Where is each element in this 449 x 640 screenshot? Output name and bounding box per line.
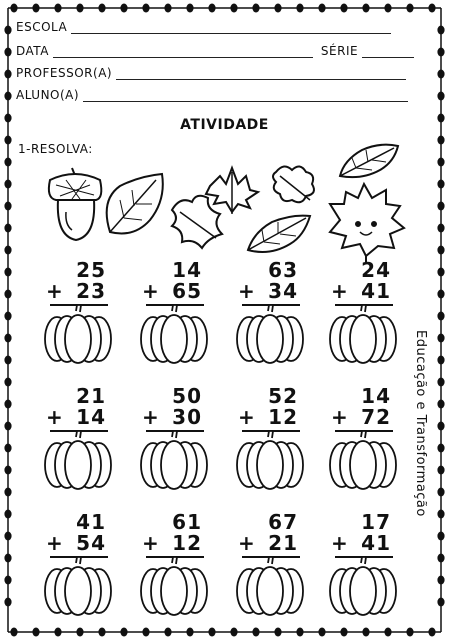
side-credit: Educação e Transformação — [413, 330, 428, 517]
addition-problem — [38, 258, 120, 378]
first-addend: 14 — [361, 384, 391, 408]
first-addend: 25 — [76, 258, 106, 282]
first-addend: 21 — [76, 384, 106, 408]
plus-sign: + — [142, 531, 159, 555]
pumpkin-icon — [43, 429, 113, 491]
first-addend: 50 — [172, 384, 202, 408]
date-line — [16, 44, 414, 58]
plus-sign: + — [238, 405, 255, 429]
date-field[interactable] — [53, 47, 313, 58]
grade-label: SÉRIE — [320, 44, 359, 58]
page-title: ATIVIDADE — [180, 117, 269, 133]
plus-sign: + — [142, 405, 159, 429]
second-addend: 41 — [361, 279, 391, 303]
date-label: DATA — [16, 44, 49, 58]
second-addend: 30 — [172, 405, 202, 429]
addition-problem — [323, 384, 405, 504]
first-addend: 61 — [172, 510, 202, 534]
addition-problem — [230, 384, 312, 504]
second-addend: 54 — [76, 531, 106, 555]
student-line — [16, 88, 408, 102]
addition-problem — [38, 384, 120, 504]
pumpkin-icon — [43, 303, 113, 365]
plus-sign: + — [331, 405, 348, 429]
pumpkin-icon — [235, 429, 305, 491]
addition-problem — [134, 258, 216, 378]
addition-problem — [323, 510, 405, 630]
plus-sign: + — [331, 531, 348, 555]
first-addend: 17 — [361, 510, 391, 534]
pumpkin-icon — [328, 303, 398, 365]
second-addend: 23 — [76, 279, 106, 303]
first-addend: 41 — [76, 510, 106, 534]
second-addend: 41 — [361, 531, 391, 555]
instruction-text: 1-RESOLVA: — [18, 142, 93, 156]
first-addend: 52 — [268, 384, 298, 408]
plus-sign: + — [46, 405, 63, 429]
first-addend: 67 — [268, 510, 298, 534]
school-line — [16, 20, 391, 34]
pumpkin-icon — [328, 429, 398, 491]
pumpkin-icon — [139, 555, 209, 617]
first-addend: 14 — [172, 258, 202, 282]
pumpkin-icon — [139, 429, 209, 491]
teacher-field[interactable] — [116, 69, 406, 80]
teacher-line — [16, 66, 406, 80]
pumpkin-icon — [235, 303, 305, 365]
school-field[interactable] — [71, 23, 391, 34]
first-addend: 63 — [268, 258, 298, 282]
first-addend: 24 — [361, 258, 391, 282]
plus-sign: + — [142, 279, 159, 303]
pumpkin-icon — [328, 555, 398, 617]
plus-sign: + — [46, 279, 63, 303]
second-addend: 72 — [361, 405, 391, 429]
addition-problem — [230, 258, 312, 378]
pumpkin-icon — [235, 555, 305, 617]
second-addend: 12 — [268, 405, 298, 429]
addition-problem — [38, 510, 120, 630]
plus-sign: + — [46, 531, 63, 555]
second-addend: 21 — [268, 531, 298, 555]
school-label: ESCOLA — [16, 20, 68, 34]
pumpkin-icon — [43, 555, 113, 617]
student-field[interactable] — [83, 91, 408, 102]
addition-problem — [134, 384, 216, 504]
second-addend: 34 — [268, 279, 298, 303]
teacher-label: PROFESSOR(A) — [16, 66, 113, 80]
pumpkin-icon — [139, 303, 209, 365]
addition-problem — [323, 258, 405, 378]
second-addend: 65 — [172, 279, 202, 303]
addition-problem — [230, 510, 312, 630]
addition-problem — [134, 510, 216, 630]
second-addend: 14 — [76, 405, 106, 429]
plus-sign: + — [331, 279, 348, 303]
plus-sign: + — [238, 531, 255, 555]
second-addend: 12 — [172, 531, 202, 555]
grade-field[interactable] — [362, 47, 414, 58]
student-label: ALUNO(A) — [16, 88, 80, 102]
plus-sign: + — [238, 279, 255, 303]
